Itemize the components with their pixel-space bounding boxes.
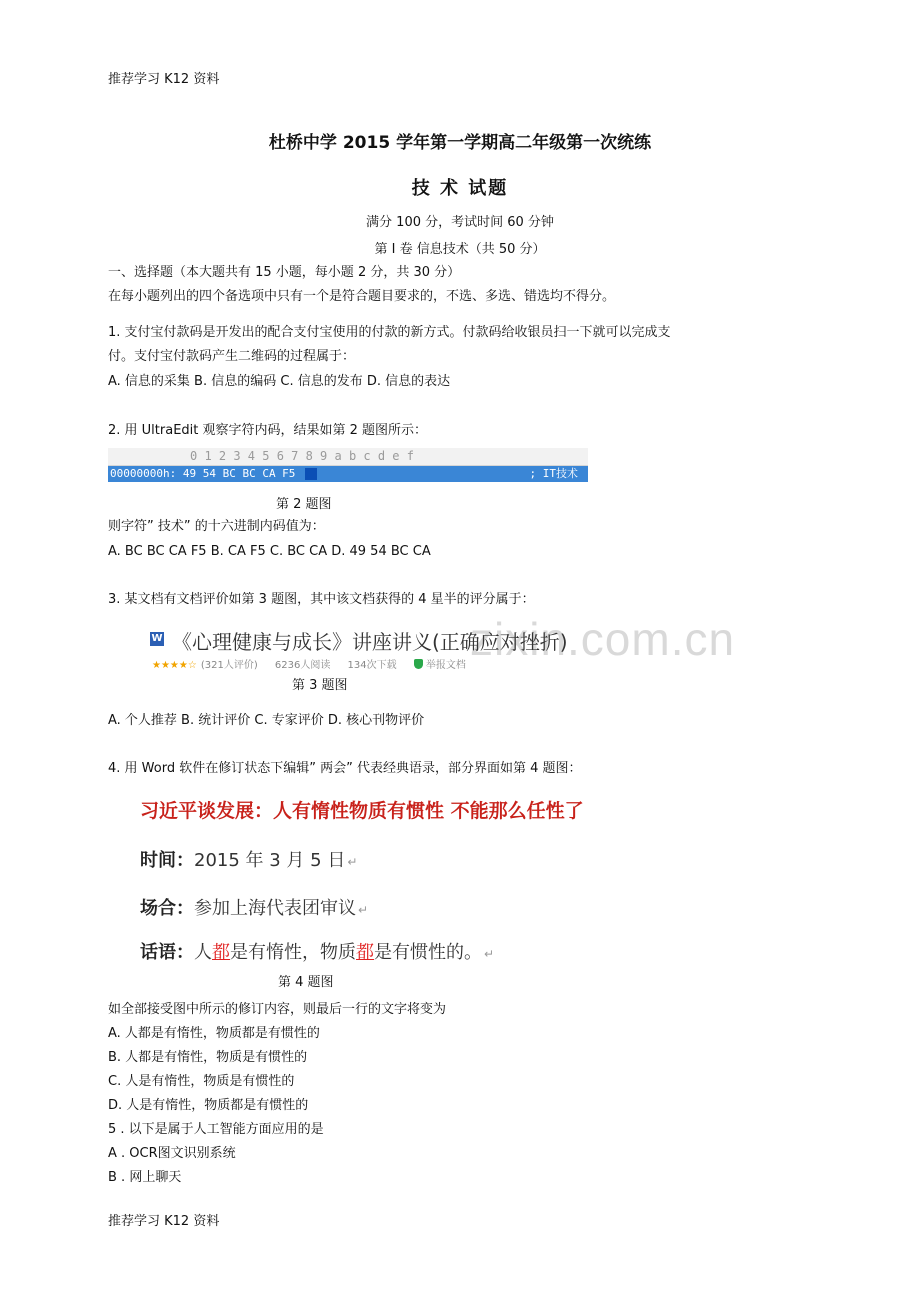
q2-question: 则字符” 技术” 的十六进制内码值为： (108, 519, 325, 534)
hex-ascii: ; IT技术 (529, 467, 578, 480)
inserted-text: 都 (212, 942, 230, 963)
q4-option-a: A. 人都是有惰性，物质都是有惯性的 (108, 1026, 320, 1041)
doc-title: 《心理健康与成长》讲座讲义(正确应对挫折) (172, 630, 568, 654)
word-revision-figure (140, 796, 600, 971)
q5-stem: 5 . 以下是属于人工智能方面应用的是 (108, 1122, 324, 1137)
q3-stem: 3. 某文档有文档评价如第 3 题图，其中该文档获得的 4 星半的评分属于： (108, 592, 535, 607)
section-heading: 一、选择题（本大题共有 15 小题，每小题 2 分，共 30 分） (108, 265, 461, 280)
revision-place-line: 场合：参加上海代表团审议 ↵ (140, 898, 369, 919)
q3-caption: 第 3 题图 (292, 678, 348, 693)
revision-headline: 习近平谈发展：人有惰性物质有惯性 不能那么任性了 (140, 800, 584, 822)
rating-count: (321人评价) (200, 660, 258, 671)
q2-stem: 2. 用 UltraEdit 观察字符内码，结果如第 2 题图所示： (108, 423, 428, 438)
watermark: zixin.com.cn (470, 613, 736, 665)
paragraph-mark-icon: ↵ (358, 903, 369, 917)
star-rating-icon: ★★★★☆ (152, 660, 197, 671)
exam-part: 第 I 卷 信息技术（共 50 分） (374, 242, 546, 257)
shield-icon (414, 659, 423, 669)
hex-viewer-figure (108, 448, 588, 482)
exam-title: 杜桥中学 2015 学年第一学期高二年级第一次统练 (268, 133, 652, 153)
q1-stem-line1: 1. 支付宝付款码是开发出的配合支付宝使用的付款的新方式。付款码给收银员扫一下就可以完成支 (108, 325, 671, 340)
doc-meta (152, 656, 480, 671)
q2-options: A. BC BC CA F5 B. CA F5 C. BC CA D. 49 54 BC CA (108, 544, 431, 559)
hex-data-row (108, 466, 588, 482)
q4-option-c: C. 人是有惰性，物质是有惯性的 (108, 1074, 295, 1089)
q4-stem: 4. 用 Word 软件在修订状态下编辑” 两会” 代表经典语录，部分界面如第 4 题图： (108, 761, 582, 776)
q2-caption: 第 2 题图 (276, 497, 332, 512)
text-cursor (305, 468, 317, 480)
q4-option-b: B. 人都是有惰性，物质是有惯性的 (108, 1050, 308, 1065)
q4-question: 如全部接受图中所示的修订内容，则最后一行的文字将变为 (108, 1002, 447, 1017)
page-footer: 推荐学习 K12 资料 (108, 1214, 220, 1229)
q5-option-b: B . 网上聊天 (108, 1170, 182, 1185)
read-count: 6236人阅读 (274, 660, 331, 671)
download-count: 134次下载 (347, 660, 397, 671)
exam-subject: 技 术 试题 (411, 178, 509, 199)
q1-stem-line2: 付。支付宝付款码产生二维码的过程属于： (108, 349, 356, 364)
q1-options: A. 信息的采集 B. 信息的编码 C. 信息的发布 D. 信息的表达 (108, 374, 451, 389)
hex-column-ruler: 0 1 2 3 4 5 6 7 8 9 a b c d e f (108, 448, 588, 466)
word-doc-icon: W (151, 633, 163, 644)
q4-caption: 第 4 题图 (278, 975, 334, 990)
inserted-text: 都 (356, 942, 374, 963)
hex-address: 00000000h: 49 54 BC BC CA F5 (110, 467, 296, 480)
paragraph-mark-icon: ↵ (484, 947, 495, 961)
paragraph-mark-icon: ↵ (347, 855, 358, 869)
exam-info: 满分 100 分，考试时间 60 分钟 (366, 215, 554, 230)
revision-quote-line: 话语：人都是有惰性，物质都是有惯性的。 ↵ (140, 942, 495, 963)
rating-figure (150, 626, 590, 672)
section-instruction: 在每小题列出的四个备选项中只有一个是符合题目要求的，不选、多选、错选均不得分。 (108, 289, 616, 304)
q4-option-d: D. 人是有惰性，物质都是有惯性的 (108, 1098, 309, 1113)
page-header: 推荐学习 K12 资料 (108, 72, 220, 87)
q5-option-a: A . OCR图文识别系统 (108, 1146, 236, 1161)
report-link[interactable]: 举报文档 (414, 660, 466, 671)
q3-options: A. 个人推荐 B. 统计评价 C. 专家评价 D. 核心刊物评价 (108, 713, 425, 728)
revision-time-line: 时间：2015 年 3 月 5 日 ↵ (140, 850, 358, 871)
